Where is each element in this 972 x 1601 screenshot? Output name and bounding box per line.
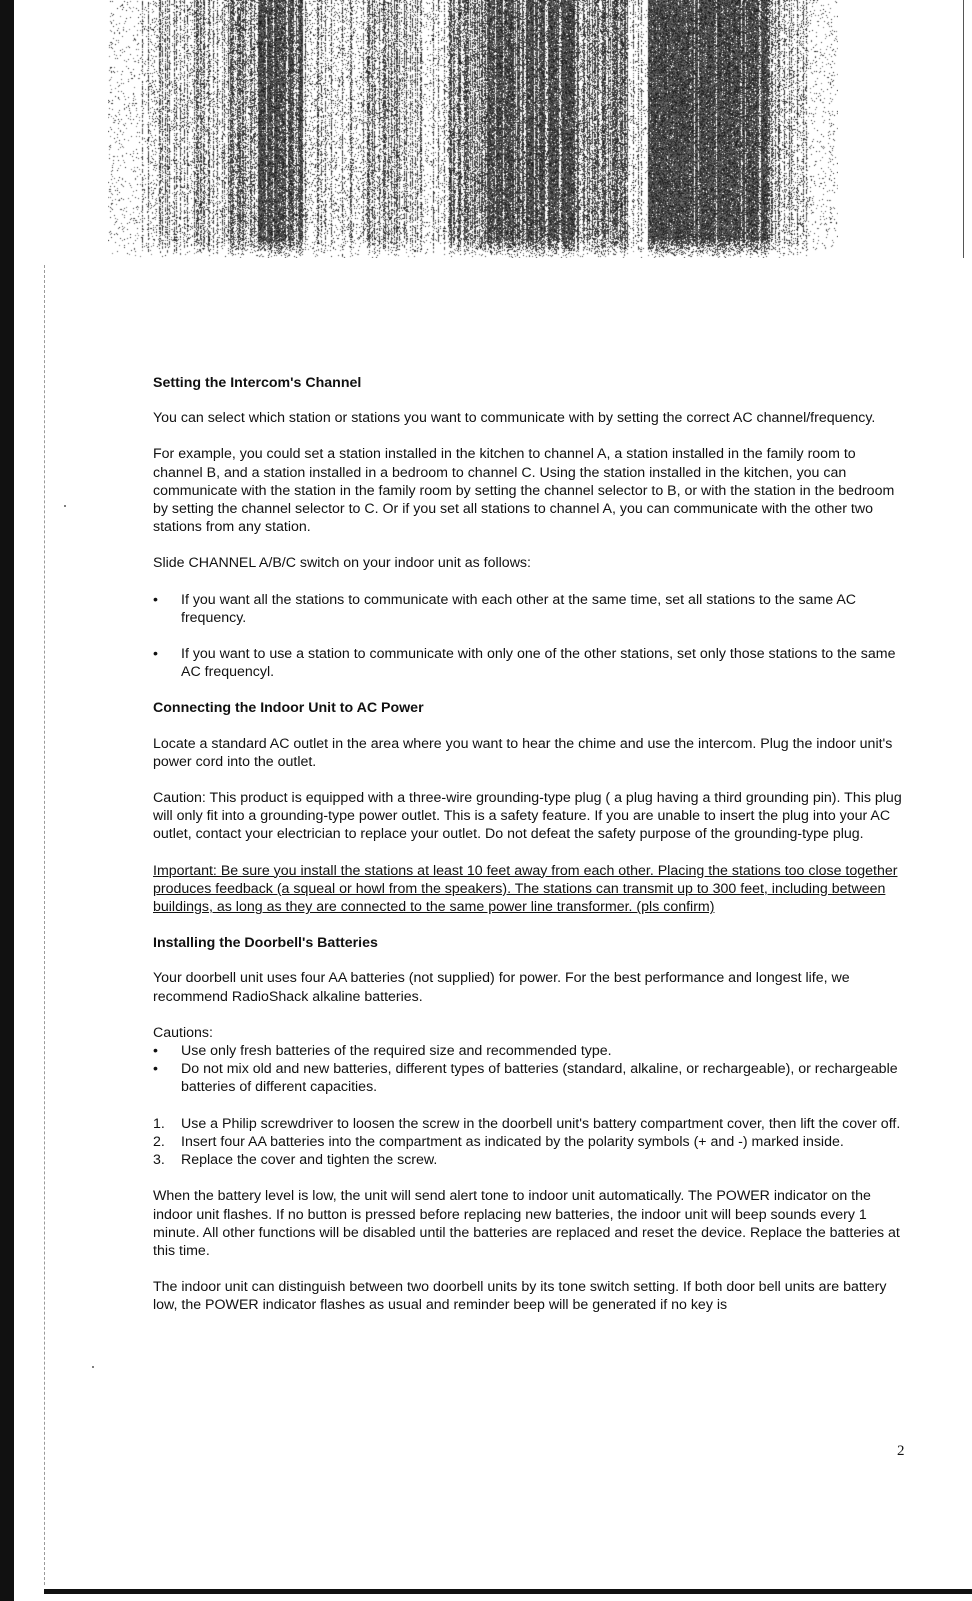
step-number: 1. <box>153 1115 165 1132</box>
section-doorbell-batteries <box>153 934 909 1314</box>
scan-speck <box>64 505 66 507</box>
scan-right-edge <box>963 0 964 258</box>
cautions-list <box>153 1042 909 1097</box>
step-text: Replace the cover and tighten the screw. <box>181 1152 438 1169</box>
scan-bottom-edge <box>44 1589 972 1594</box>
step-item <box>153 1133 909 1151</box>
scan-left-edge <box>0 0 14 1601</box>
cautions-label: Cautions: <box>153 1024 213 1041</box>
section-ac-power <box>153 699 909 916</box>
step-text: Insert four AA batteries into the compartment as indicated by the polarity symbols (+ and -) marked inside. <box>181 1133 844 1150</box>
list-item: • If you want all the stations to communicate with each other at the same time, set all stations to the same AC frequency. <box>153 591 909 627</box>
step-item <box>153 1151 909 1169</box>
paragraph: The indoor unit can distinguish between two doorbell units by its tone switch setting. If both door bell units are battery low, the POWER indicator flashes as usual and reminder beep will be generated if no key is <box>153 1279 887 1314</box>
step-item <box>153 1115 909 1133</box>
paragraph: Your doorbell unit uses four AA batteries (not supplied) for power. For the best performance and longest life, we recommend RadioShack alkaline batteries. <box>153 970 850 1005</box>
paragraph: Locate a standard AC outlet in the area where you want to hear the chime and use the intercom. Plug the indoor unit's power cord into the outlet. <box>153 735 893 770</box>
section-heading: Connecting the Indoor Unit to AC Power <box>153 700 424 717</box>
list-item: • If you want to use a station to communicate with only one of the other stations, set only those stations to the same AC frequencyl. <box>153 645 909 681</box>
bullet-list <box>153 591 909 682</box>
list-item: • Use only fresh batteries of the required size and recommended type. <box>153 1042 909 1060</box>
important-note: Important: Be sure you install the stations at least 10 feet away from each other. Placing the stations too close together produces feedback (a squeal or howl from the speakers). The stations can transmit up to 300 feet, including between buildings, as long as they are connected to the same power line transformer. (pls confirm) <box>153 862 898 916</box>
section-heading: Setting the Intercom's Channel <box>153 375 362 391</box>
step-text: Use a Philip screwdriver to loosen the screw in the doorbell unit's battery compartment cover, then lift the cover off. <box>181 1115 901 1132</box>
page-number: 2 <box>897 1443 905 1459</box>
step-number: 3. <box>153 1152 165 1169</box>
scan-margin-line <box>44 265 46 1585</box>
section-heading: Installing the Doorbell's Batteries <box>153 935 378 952</box>
paragraph: For example, you could set a station installed in the kitchen to channel A, a station installed in the family room to channel B, and a station installed in a bedroom to channel C. Using the station installed in the kitchen, you can communicate with the station in the family room by setting the channel selector to B, or with the station in the bedroom by setting the channel selector to C. Or if you set all stations to channel A, you can communicate with the other two stations from any station. <box>153 446 895 536</box>
list-item: • Do not mix old and new batteries, different types of batteries (standard, alkaline, or rechargeable), or rechargeable batteries of different capacities. <box>153 1060 909 1096</box>
paragraph: You can select which station or stations you want to communicate with by setting the correct AC channel/frequency. <box>153 410 876 427</box>
step-number: 2. <box>153 1133 165 1150</box>
paragraph: Caution: This product is equipped with a three-wire grounding-type plug ( a plug having a third grounding pin). This plug will only fit into a grounding-type power outlet. This is a safety feature. If you are unable to insert the plug into your AC outlet, contact your electrician to replace your outlet. Do not defeat the safety purpose of the grounding-type plug. <box>153 790 902 843</box>
scan-artifact-banding <box>108 0 838 258</box>
paragraph: When the battery level is low, the unit will send alert tone to indoor unit automatically. The POWER indicator on the indoor unit flashes. If no button is pressed before replacing new batteries, the indoor unit will beep sounds every 1 minute. All other functions will be disabled until the batteries are replaced and reset the device. Replace the batteries at this time. <box>153 1188 900 1259</box>
steps-list <box>153 1115 909 1170</box>
scan-speck <box>92 1366 94 1368</box>
paragraph: Slide CHANNEL A/B/C switch on your indoor unit as follows: <box>153 555 531 572</box>
document-body <box>153 374 909 1315</box>
section-intercom-channel <box>153 374 909 681</box>
